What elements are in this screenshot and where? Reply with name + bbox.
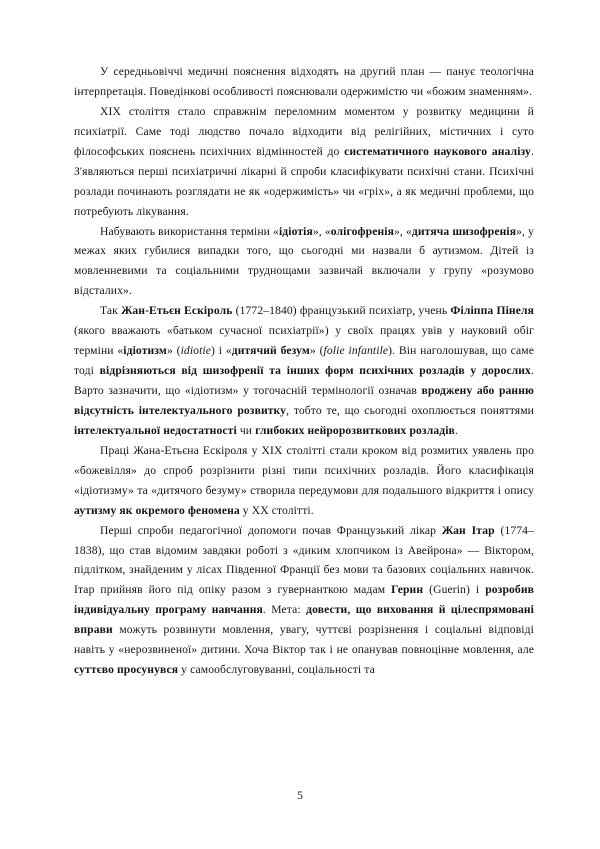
bold-run: відрізняються від шизофренії та інших форм психічних розладів у дорослих xyxy=(99,364,531,378)
text-run: (1774–1838), що став відомим завдяки роботі з «диким хлопчиком із Авейрона» — Віктором, підлітком, знайденим у лісах Південної Франції без мови та базових соціальних навичок. Ітар прийняв його під опіку разом з гувернанткою мадам xyxy=(74,523,535,597)
bold-run: довести, що виховання й цілеспрямовані вправи xyxy=(74,603,534,637)
page-number: 5 xyxy=(297,789,303,802)
paragraph xyxy=(74,521,534,681)
paragraph xyxy=(74,441,534,521)
text-run: . xyxy=(454,423,458,437)
text-run: XIX століття стало справжнім переломним моментом у розвитку медицини й психіатрії. Саме тоді людство почало відходити від релігійних, містичних і суто філософських пояснень психічних відмінностей до xyxy=(74,104,534,158)
bold-run: дитячий безум xyxy=(231,344,310,358)
bold-run: аутизму як окремого феномена xyxy=(74,503,240,517)
bold-run: суттєво просунувся xyxy=(74,663,179,677)
text-run: Перші спроби педагогічної допомоги почав Французький лікар xyxy=(100,523,442,537)
text-run: у самообслуговуванні, соціальності та xyxy=(178,663,375,677)
text-run: Набувають використання терміни « xyxy=(100,224,279,238)
text-run: », « xyxy=(394,224,412,238)
text-run: у XX столітті. xyxy=(239,503,314,517)
bold-run: Філіппа Пінеля xyxy=(450,304,534,318)
bold-run: олігофренія xyxy=(330,224,394,238)
bold-run: інтелектуальної недостатності xyxy=(74,423,237,437)
text-run: . Варто зазначити, що «ідіотизм» у тогочасній термінології означав xyxy=(74,364,534,397)
text-run: (якого вважають «батьком сучасної психіатрії») у своїх працях увів у науковий обіг терміни « xyxy=(74,324,534,358)
text-run: », « xyxy=(312,224,331,238)
paragraph xyxy=(74,102,534,222)
paragraph xyxy=(74,222,534,302)
text-run: (Guerin) і xyxy=(423,583,486,597)
text-run: » ( xyxy=(166,344,181,358)
text-run: У середньовіччі медичні пояснення відходять на другий план — панує теологічна інтерпретація. Поведінкові особливості пояснювали одержимістю чи «божим знаменням». xyxy=(74,65,534,98)
bold-run: дитяча шизофренія xyxy=(411,224,517,238)
text-run: ) і « xyxy=(211,344,232,358)
text-run: чи xyxy=(236,423,256,437)
text-run: (1772–1840) французький психіатр, учень xyxy=(232,304,451,318)
paragraph xyxy=(74,301,534,441)
page-body xyxy=(74,62,534,680)
text-run: Так xyxy=(100,304,122,318)
text-run: » ( xyxy=(309,344,324,358)
text-run: . Мета: xyxy=(262,603,307,617)
bold-run: глибоких нейророзвиткових розладів xyxy=(255,423,455,437)
text-run: , тобто те, що сьогодні охоплюється поняттями xyxy=(286,403,534,417)
bold-run: ідіотизм xyxy=(123,344,167,358)
bold-run: Жан Ітар xyxy=(441,523,495,537)
bold-run: Герин xyxy=(391,583,424,597)
bold-run: Жан-Етьєн Ескіроль xyxy=(121,304,233,318)
bold-run: ідіотія xyxy=(278,224,313,238)
bold-run: розробив індивідуальну програму навчання xyxy=(74,583,535,617)
bold-run: систематичного наукового аналізу xyxy=(344,144,531,158)
italic-run: idiotie xyxy=(180,344,212,358)
bold-run: вроджену або ранню відсутність інтелектуального розвитку xyxy=(74,384,535,417)
text-run: Праці Жана-Етьєна Ескіроля у XIX столітті стали кроком від розмитих уявлень про «божевілля» до спроб розрізнити різні типи психічних розладів. Його класифікація «ідіотизму» та «дитячого безуму» створила передумови для подальшого відкриття і опису xyxy=(74,443,534,497)
paragraph xyxy=(74,62,534,102)
text-run: », у межах яких губилися випадки того, що сьогодні ми назвали б аутизмом. Дітей із мовленневими та соціальними труднощами зазвичай включали у групу «розумово відсталих». xyxy=(74,224,535,298)
text-run: ). Він наголошував, що саме тоді xyxy=(74,344,534,378)
text-run: можуть розвинути мовлення, увагу, чуттєві розрізнення і соціальні відповіді навіть у «нерозвиненої» дитини. Хоча Віктор так і не опанував повноцінне мовлення, але xyxy=(74,623,534,657)
italic-run: folie infantile xyxy=(323,344,389,358)
text-run: . З'являються перші психіатричні лікарні й спроби класифікувати психічні стани. Психічні розлади починають розглядати не як «одержимість» чи «гріх», а як медичні проблеми, що потребують лікування. xyxy=(74,144,534,218)
